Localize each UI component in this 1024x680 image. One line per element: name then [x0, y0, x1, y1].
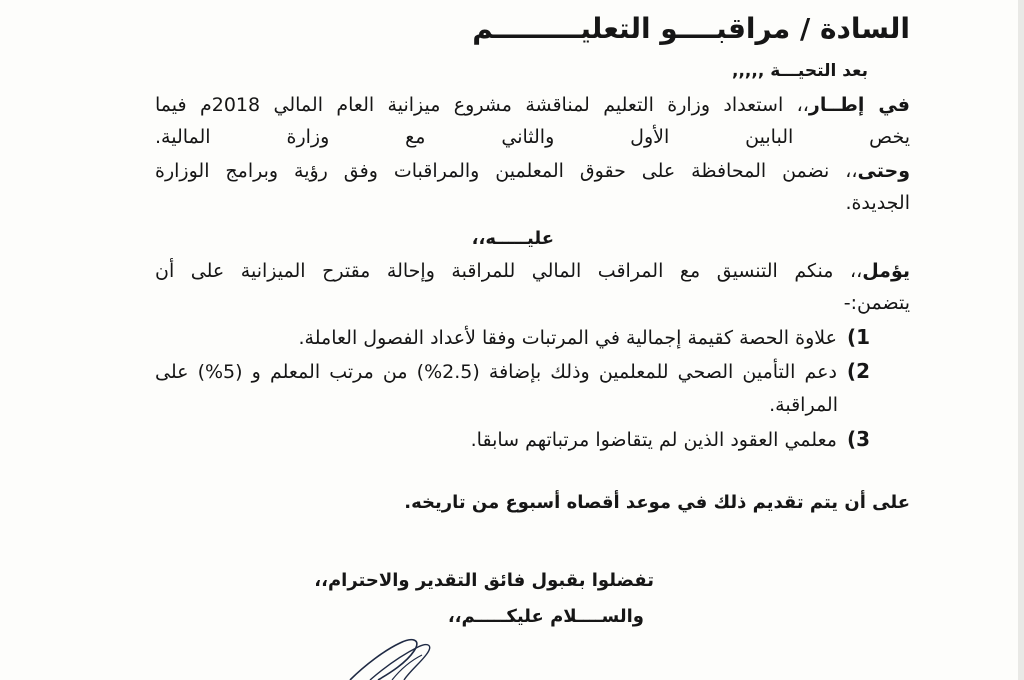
paragraph2-text: ،، نضمن المحافظة على حقوق المعلمين والمراقبات وفق رؤية وبرامج الوزارة — [155, 160, 858, 182]
list-item-number: 3) — [846, 427, 870, 451]
paragraph1-lead: في إطــار — [808, 94, 910, 116]
paragraph1-text: ،، استعداد وزارة التعليم لمناقشة مشروع ميزانية العام المالي 2018م فيما — [155, 94, 809, 116]
list-item — [471, 426, 870, 453]
alaihi-heading: عليـــــه،، — [471, 228, 554, 249]
letter-title: السادة / مراقبــــو التعليـــــــــم — [472, 12, 910, 45]
closing-salutation: والســــلام عليكـــــم،، — [447, 606, 644, 627]
paragraph3-line1 — [155, 258, 910, 284]
paragraph2-line1 — [155, 158, 910, 184]
signature-scribble — [330, 625, 460, 680]
closing-regards: تفضلوا بقبول فائق التقدير والاحترام،، — [314, 570, 654, 591]
greeting: بعد التحيـــة ,,,,, — [731, 61, 868, 81]
paragraph3-text: ،، منكم التنسيق مع المراقب المالي للمراقبة وإحالة مقترح الميزانية على أن — [155, 260, 863, 282]
paragraph2-lead: وحتى — [857, 160, 910, 182]
paragraph1-line1 — [155, 92, 910, 118]
list-item-number: 2) — [846, 359, 870, 383]
paragraph1-line2: يخص البابين الأول والثاني مع وزارة المالية. — [155, 126, 910, 148]
list-item-text: معلمي العقود الذين لم يتقاضوا مرتباتهم سابقا. — [470, 429, 837, 451]
list-item-text: علاوة الحصة كقيمة إجمالية في المرتبات وفقا لأعداد الفصول العاملة. — [298, 327, 837, 349]
deadline-note: على أن يتم تقديم ذلك في موعد أقصاه أسبوع من تاريخه. — [404, 492, 910, 513]
paragraph3-line2: يتضمن:- — [843, 292, 910, 314]
paragraph3-lead: يؤمل — [862, 260, 910, 282]
list-item — [299, 324, 870, 351]
paragraph2-line2: الجديدة. — [845, 192, 910, 214]
page-edge — [1018, 0, 1024, 680]
list-item-text: دعم التأمين الصحي للمعلمين وذلك بإضافة (2.5%) من مرتب المعلم و (5%) على — [155, 361, 837, 383]
list-item-number: 1) — [846, 325, 870, 349]
list-item-continuation: المراقبة. — [769, 394, 838, 416]
list-item — [155, 358, 870, 385]
